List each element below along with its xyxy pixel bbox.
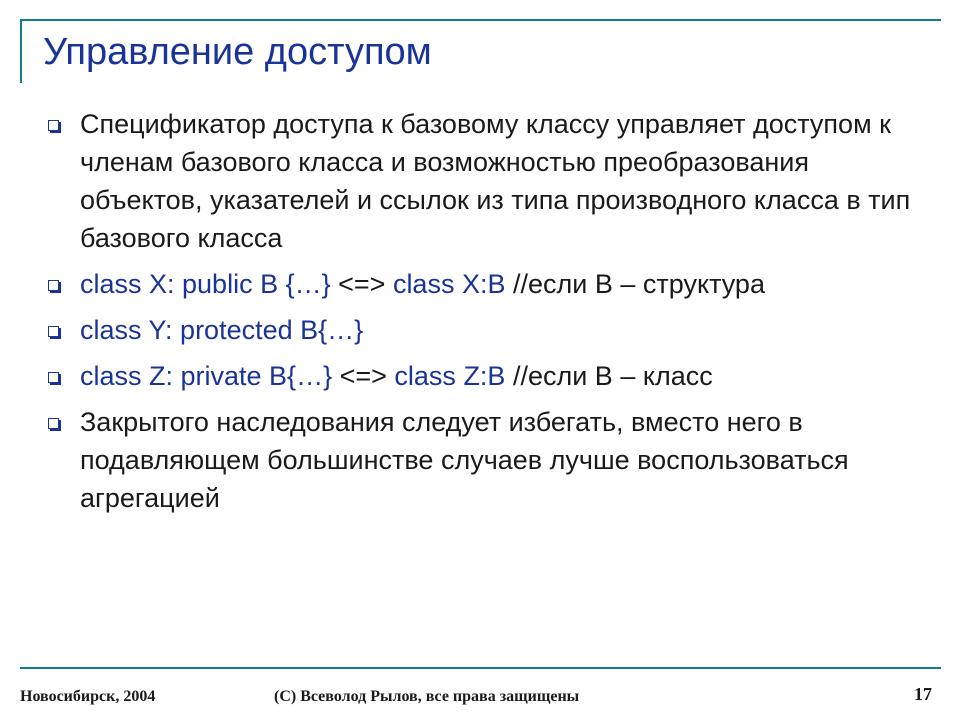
square-bullet-icon xyxy=(48,372,59,383)
equivalence-arrow: <=> xyxy=(330,269,393,299)
bullet-item-protected-inheritance xyxy=(48,311,928,349)
code-protected-declaration: class Y: protected B{…} xyxy=(80,315,364,345)
code-default-class-declaration: class Z:B xyxy=(394,361,506,391)
square-bullet-icon xyxy=(48,326,59,337)
title-frame-top-line xyxy=(20,19,941,21)
bullet-item-public-inheritance xyxy=(48,265,928,303)
title-frame-left-line xyxy=(20,19,22,83)
equivalence-arrow: <=> xyxy=(332,361,395,391)
code-public-declaration: class X: public B {…} xyxy=(80,269,331,299)
page-number: 17 xyxy=(914,684,932,704)
footer-copyright: (C) Всеволод Рылов, все права защищены xyxy=(274,688,580,705)
square-bullet-icon xyxy=(48,120,59,131)
footer-divider xyxy=(20,667,941,669)
square-bullet-icon xyxy=(48,418,59,429)
code-comment: //если B – структура xyxy=(505,269,765,299)
bullet-text: Спецификатор доступа к базовому классу управляет доступом к членам базового класса и возможностью преобразования объектов, указателей и ссылок из типа производного класса в тип базового класса xyxy=(80,109,911,253)
code-comment: //если B – класс xyxy=(505,361,713,391)
bullet-text: Закрытого наследования следует избегать, вместо него в подавляющем большинстве случаев лучше воспользоваться агрегацией xyxy=(80,407,849,513)
bullet-list xyxy=(48,105,928,525)
square-bullet-icon xyxy=(48,280,59,291)
code-private-declaration: class Z: private B{…} xyxy=(80,361,333,391)
bullet-item-private-inheritance xyxy=(48,357,928,395)
footer-location-year: Новосибирск, 2004 xyxy=(20,688,156,705)
code-default-struct-declaration: class X:B xyxy=(392,269,506,299)
bullet-item-private-inheritance-advice xyxy=(48,403,928,517)
slide-title: Управление доступом xyxy=(43,31,432,73)
bullet-item-access-specifier xyxy=(48,105,928,257)
